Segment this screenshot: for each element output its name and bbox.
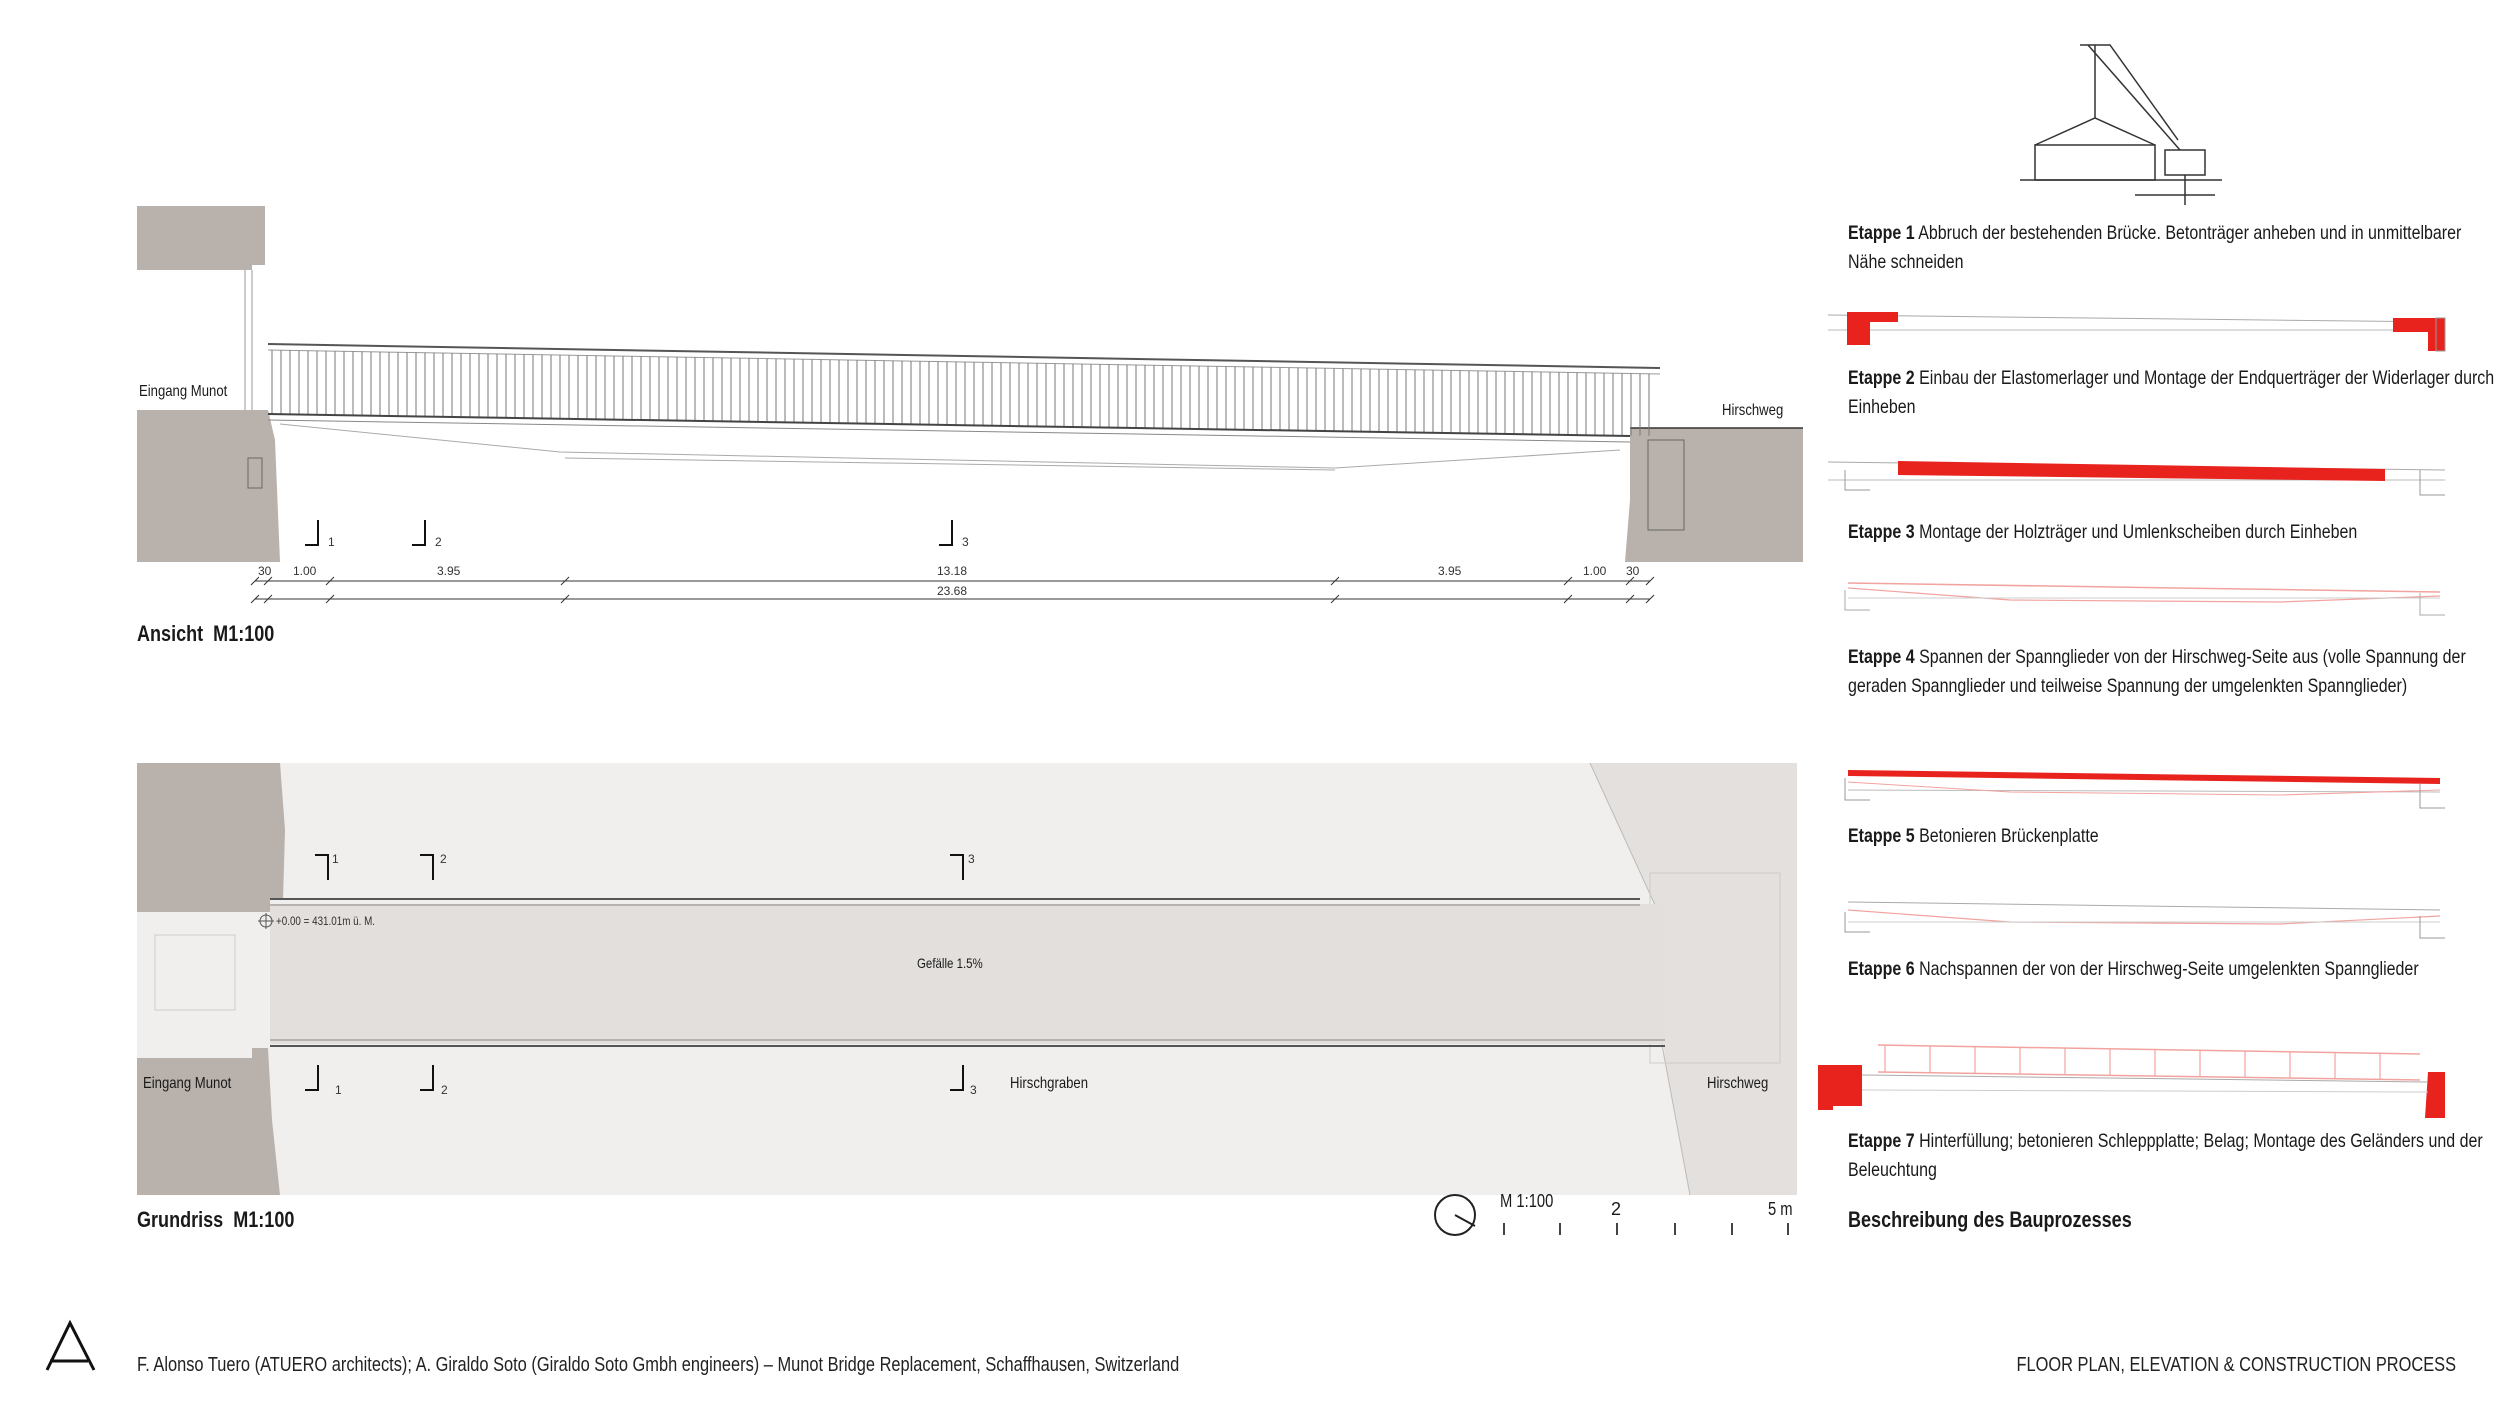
plan-label-below: Hirschgraben: [1010, 1075, 1089, 1092]
plan-level-text: +0.00 = 431.01m ü. M.: [276, 914, 376, 928]
dim-label: 1.00: [1583, 564, 1607, 578]
elevation-left-abutment: [137, 410, 280, 562]
dim-label: 30: [258, 564, 272, 578]
elevation-drawing: [137, 206, 1803, 603]
step-3: Etappe 3 Montage der Holzträger und Umlenkscheiben durch Einheben: [1848, 521, 2358, 543]
plan-section-2-bottom: 2: [441, 1083, 448, 1097]
step-5: Etappe 5 Betonieren Brückenplatte: [1848, 825, 2099, 847]
footer-credits: F. Alonso Tuero (ATUERO architects); A. Giraldo Soto (Giraldo Soto Gmbh engineers) – Munot Bridge Replacement, Schaffhausen, Switzerland: [137, 1354, 1180, 1376]
plan-section-3-bottom: 3: [970, 1083, 977, 1097]
step-6: Etappe 6 Nachspannen der von der Hirschweg-Seite umgelenkten Spannglieder: [1848, 958, 2419, 980]
dim-label: 30: [1626, 564, 1640, 578]
plan-left-wall-upper: [137, 763, 285, 912]
elevation-section-markers: [305, 520, 952, 545]
plan-slope-label: Gefälle 1.5%: [917, 955, 983, 971]
dim-label: 3.95: [437, 564, 461, 578]
plan-section-1-top: 1: [332, 852, 339, 866]
plan-label-right: Hirschweg: [1707, 1075, 1769, 1092]
crane-icon: [2020, 45, 2222, 205]
step-7: Etappe 7 Hinterfüllung; betonieren Schleppplatte; Belag; Montage des Geländers und der Beleuchtung: [1848, 1130, 2483, 1181]
elevation-label-right: Hirschweg: [1722, 402, 1784, 419]
plan-section-1-bottom: 1: [335, 1083, 342, 1097]
step-2: Etappe 2 Einbau der Elastomerlager und Montage der Endquerträger der Widerlager durch Einheben: [1848, 367, 2495, 418]
dim-label: 3.95: [1438, 564, 1462, 578]
step3-diagram: [1828, 461, 2445, 495]
elevation-section-3: 3: [962, 535, 969, 549]
scale-bar-mid: 2: [1611, 1199, 1622, 1219]
step7-diagram: [1818, 1045, 2445, 1118]
process-title: Beschreibung des Bauprozesses: [1848, 1207, 2132, 1232]
plan-section-3-top: 3: [968, 852, 975, 866]
footer-sheet-title: FLOOR PLAN, ELEVATION & CONSTRUCTION PROCESS: [2016, 1354, 2456, 1376]
step4-diagram: [1845, 583, 2445, 615]
dim-label: 13.18: [937, 564, 968, 578]
scale-bar-end: 5 m: [1768, 1199, 1793, 1219]
step-1: Etappe 1 Abbruch der bestehenden Brücke. Betonträger anheben und in unmittelbarer Nähe schneiden: [1848, 222, 2462, 273]
step2-diagram: [1828, 312, 2445, 351]
dim-total-label: 23.68: [937, 584, 968, 598]
elevation-section-2: 2: [435, 535, 442, 549]
plan-drawing: [137, 763, 1797, 1195]
atuero-logo: [47, 1323, 94, 1370]
plan-bridge-deck: [270, 904, 1665, 1044]
plan-label-left: Eingang Munot: [143, 1075, 232, 1092]
elevation-section-1: 1: [328, 535, 335, 549]
elevation-title: Ansicht M1:100: [137, 621, 275, 646]
plan-section-2-top: 2: [440, 852, 447, 866]
plan-title: Grundriss M1:100: [137, 1207, 295, 1232]
scale-bar-label: M 1:100: [1500, 1191, 1554, 1211]
step-4: Etappe 4 Spannen der Spannglieder von der Hirschweg-Seite aus (volle Spannung der geraden Spannglieder und teilweise Spannung der umgelenkten Spannglieder): [1848, 646, 2466, 697]
elevation-right-abutment: [1625, 428, 1803, 562]
plan-left-wall-lower: [137, 1048, 280, 1195]
step5-diagram: [1845, 770, 2445, 808]
elevation-left-building: [137, 206, 265, 270]
elevation-label-left: Eingang Munot: [139, 383, 228, 400]
step6-diagram: [1845, 902, 2445, 938]
dim-label: 1.00: [293, 564, 317, 578]
